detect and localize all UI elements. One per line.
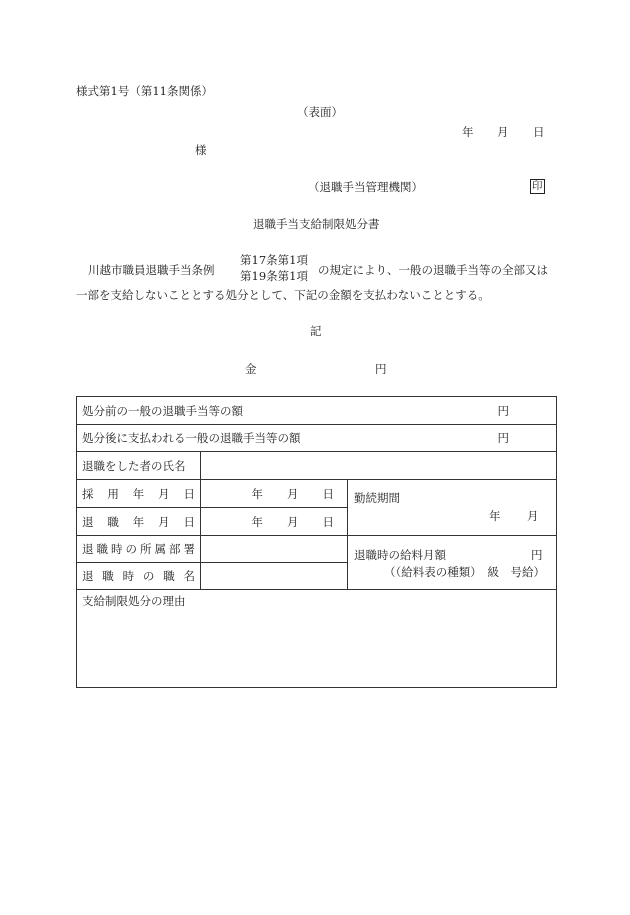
date-day: 日 (533, 125, 545, 139)
retire-char-2: 職 (107, 514, 119, 529)
retire-day-unit: 日 (322, 514, 334, 529)
article-b: 第19条第1項 (240, 269, 308, 283)
date-year: 年 (462, 125, 474, 139)
hire-date-label (77, 480, 201, 508)
dept-char-7: 部 (169, 542, 181, 556)
service-period-label: 勤続期間 (354, 491, 400, 505)
retire-date-input[interactable] (201, 508, 348, 536)
seal-mark (530, 178, 545, 194)
hire-char-4: 月 (158, 486, 170, 501)
dept-char-3: 時 (111, 542, 123, 556)
position-label (77, 563, 201, 590)
row-department (77, 536, 557, 563)
dept-char-4: の (125, 542, 137, 556)
post-char-2: 職 (102, 569, 114, 583)
after-amount-cell[interactable] (77, 425, 557, 452)
hire-char-3: 年 (132, 486, 145, 501)
department-input[interactable] (201, 536, 348, 563)
salary-unit: 円 (531, 548, 543, 562)
position-input[interactable] (201, 563, 348, 590)
row-before-amount (77, 397, 557, 425)
department-label (77, 536, 201, 563)
dept-char-1: 退 (82, 542, 94, 556)
name-label: 退職をした者の氏名 (77, 452, 201, 480)
service-year-unit: 年 (489, 509, 501, 523)
row-reason (77, 590, 557, 688)
side-label: （表面） (297, 105, 343, 119)
post-char-6: 名 (183, 569, 195, 583)
hire-char-5: 日 (183, 486, 195, 501)
dept-char-8: 署 (183, 542, 195, 556)
hire-date-input[interactable] (201, 480, 348, 508)
body-line2: 一部を支給しないこととする処分として、下記の金額を支払わないこととする。 (76, 288, 490, 302)
retire-char-3: 年 (132, 514, 145, 529)
date-month: 月 (497, 125, 509, 139)
hire-day-unit: 日 (322, 486, 334, 501)
article-a: 第17条第1項 (240, 253, 308, 267)
reason-cell[interactable] (77, 590, 557, 688)
row-name (77, 452, 557, 480)
row-hire-date (77, 480, 557, 508)
salary-grade: （（給料表の種類） 級 号給） (384, 565, 545, 579)
post-char-5: 職 (163, 569, 175, 583)
hire-month-unit: 月 (287, 486, 299, 501)
retire-char-4: 月 (158, 514, 170, 529)
form-number: 様式第1号（第11条関係） (76, 84, 213, 98)
post-char-4: の (142, 569, 155, 583)
salary-label: 退職時の給料月額 (354, 548, 446, 562)
service-month-unit: 月 (527, 509, 539, 523)
hire-char-2: 用 (107, 486, 119, 501)
retire-year-unit: 年 (251, 514, 263, 529)
before-amount-label: 処分前の一般の退職手当等の額 (82, 403, 243, 418)
seal-text: 印 (532, 180, 543, 192)
amount-unit: 円 (375, 362, 387, 376)
document-title: 退職手当支給制限処分書 (253, 217, 380, 231)
hire-char-1: 採 (82, 486, 94, 501)
retire-char-1: 退 (82, 514, 94, 529)
dept-char-6: 属 (154, 542, 166, 556)
ki-mark: 記 (310, 324, 322, 338)
service-period-cell[interactable] (348, 480, 557, 536)
dept-char-2: 職 (96, 542, 108, 556)
after-amount-unit: 円 (497, 431, 510, 445)
retire-month-unit: 月 (287, 514, 299, 529)
before-amount-unit: 円 (497, 403, 510, 418)
dept-char-5: 所 (140, 542, 152, 556)
body-line1-rest: の規定により、一般の退職手当等の全部又は (318, 263, 548, 277)
issuer-label: （退職手当管理機関） (308, 180, 423, 194)
amount-label: 金 (245, 362, 257, 376)
after-amount-label: 処分後に支払われる一般の退職手当等の額 (82, 431, 301, 445)
reason-label: 支給制限処分の理由 (82, 594, 186, 608)
disposition-table (76, 396, 557, 688)
retire-char-5: 日 (183, 514, 195, 529)
hire-year-unit: 年 (251, 486, 263, 501)
name-input[interactable] (201, 452, 557, 480)
before-amount-cell[interactable] (77, 397, 557, 425)
post-char-1: 退 (82, 569, 94, 583)
row-after-amount (77, 425, 557, 452)
salary-cell[interactable] (348, 536, 557, 590)
addressee-suffix: 様 (195, 143, 207, 157)
post-char-3: 時 (122, 569, 135, 583)
ordinance-name: 川越市職員退職手当条例 (88, 263, 215, 277)
retire-date-label (77, 508, 201, 536)
